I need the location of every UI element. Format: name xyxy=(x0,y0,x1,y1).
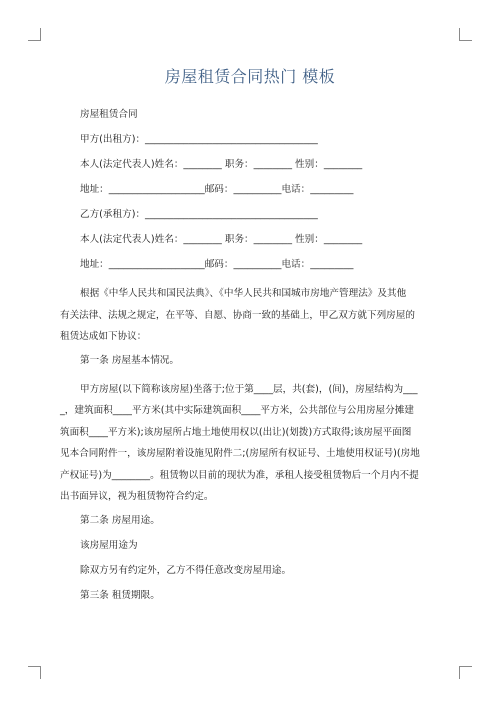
intro-line: 租赁达成如下协议： xyxy=(60,331,147,342)
crop-mark-bottom-left xyxy=(28,666,41,679)
document-title: 房屋租赁合同热门 模板 xyxy=(164,67,336,86)
article-2-heading: 第二条 房屋用途。 xyxy=(80,514,160,526)
intro-line: 有关法律、法规之规定，在平等、自愿、协商一致的基础上，甲乙双方就下列房屋的 xyxy=(60,309,415,321)
article-1-line: 产权证号)为________。租赁物以目前的现状为准，承租人接受租赁物后一个月内不提 xyxy=(60,469,419,481)
party-b-line: 乙方(承租方)：____________________________________ xyxy=(80,209,318,220)
article-1-line: 见本合同附件一，该房屋附着设施见附件二;(房屋所有权证号、土地使用权证号)(房地 xyxy=(60,448,420,459)
article-1-line: 甲方房屋(以下简称该房屋)坐落于;位于第____层，共(套)，(间)，房屋结构为___ xyxy=(80,383,418,395)
party-a-address-line: 地址：____________________邮码：__________电话：_________ xyxy=(80,184,354,195)
article-2-use-line: 该房屋用途为 xyxy=(80,539,138,551)
crop-mark-top-left xyxy=(28,28,41,41)
party-a-line: 甲方(出租方)：____________________________________ xyxy=(80,134,318,145)
crop-mark-bottom-right xyxy=(459,666,472,679)
intro-line: 根据《中华人民共和国民法典》、《中华人民共和国城市房地产管理法》及其他 xyxy=(80,288,407,299)
document-body xyxy=(60,108,444,614)
article-1-line: _，建筑面积____平方米(其中实际建筑面积____平方米，公共部位与公用房屋分摊建 xyxy=(60,405,414,416)
article-1-paragraph xyxy=(60,379,444,508)
party-a-representative-line: 本人(法定代表人)姓名：________ 职务：________ 性别：________ xyxy=(80,159,363,170)
party-b-representative-line: 本人(法定代表人)姓名：________ 职务：________ 性别：________ xyxy=(80,234,363,245)
article-1-heading: 第一条 房屋基本情况。 xyxy=(80,354,179,366)
crop-mark-top-right xyxy=(459,28,472,41)
party-b-address-line: 地址：____________________邮码：__________电话：_________ xyxy=(80,259,354,270)
contract-name: 房屋租赁合同 xyxy=(80,109,138,120)
article-2-restriction-line: 除双方另有约定外，乙方不得任意改变房屋用途。 xyxy=(80,564,292,576)
article-3-heading: 第三条 租赁期限。 xyxy=(80,589,160,601)
article-1-line: 筑面积____平方米);该房屋所占地土地使用权以(出让)(划拨)方式取得;该房屋平面图 xyxy=(60,426,412,438)
article-1-line: 出书面异议，视为租赁物符合约定。 xyxy=(60,491,214,502)
intro-paragraph xyxy=(60,283,444,348)
